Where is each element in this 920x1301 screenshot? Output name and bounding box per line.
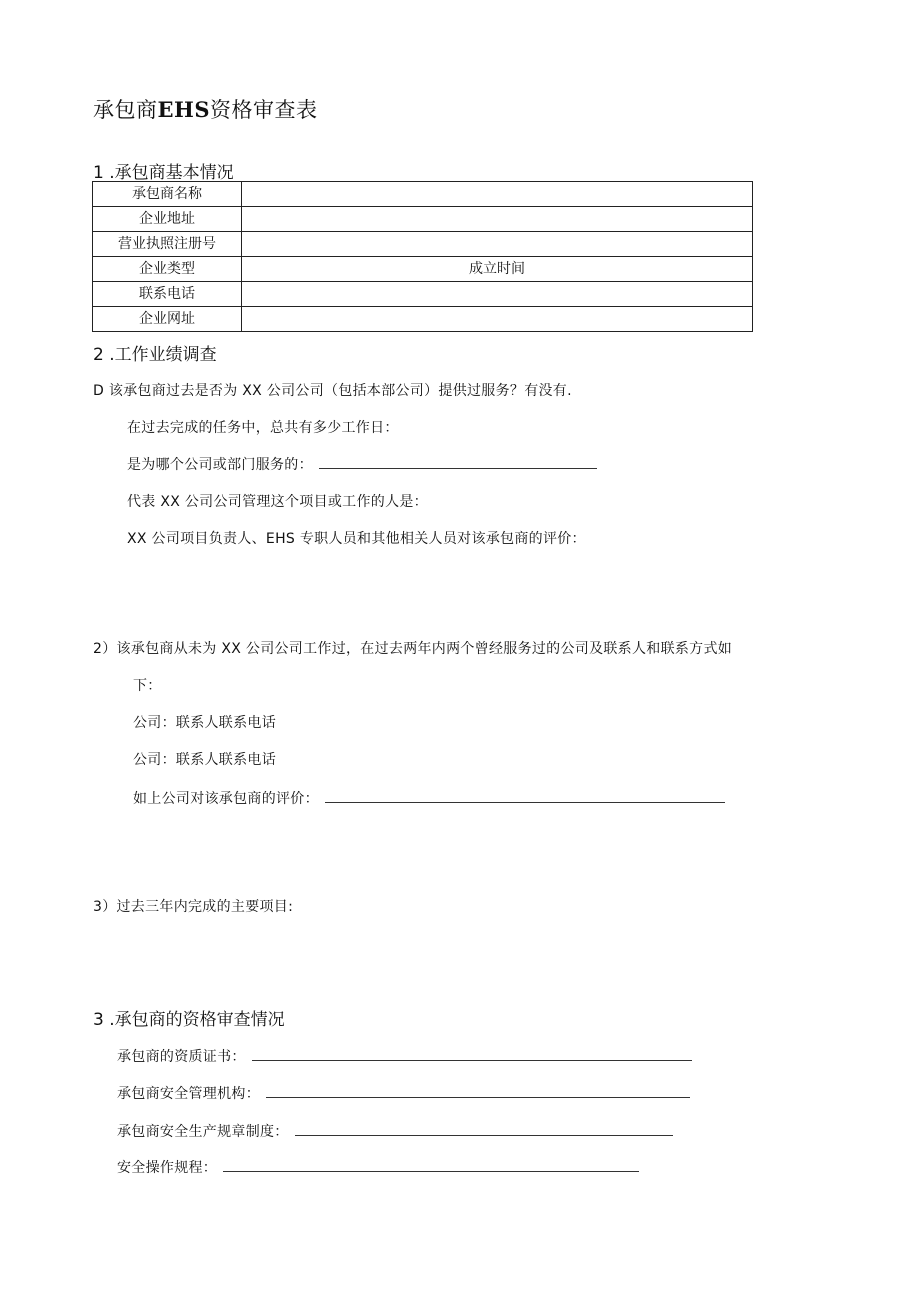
fill-line[interactable] bbox=[223, 1170, 639, 1172]
q1-manager: 代表 XX 公司公司管理这个项目或工作的人是： bbox=[127, 494, 428, 510]
title-prefix: 承包商 bbox=[93, 98, 158, 122]
operating-procedures bbox=[117, 1157, 639, 1177]
question-3: 3）过去三年内完成的主要项目: bbox=[93, 899, 294, 915]
row-label: 营业执照注册号 bbox=[93, 232, 242, 257]
fill-line[interactable] bbox=[319, 467, 597, 469]
q2-evaluation bbox=[133, 788, 725, 808]
operating-procedures-label: 安全操作规程： bbox=[117, 1160, 218, 1176]
q2-company-1: 公司：联系人联系电话 bbox=[133, 715, 276, 731]
row-label: 企业地址 bbox=[93, 207, 242, 232]
title-suffix: 资格审查表 bbox=[210, 98, 318, 122]
question-2-cont: 下： bbox=[133, 678, 162, 694]
table-row bbox=[93, 207, 753, 232]
row-value[interactable] bbox=[242, 282, 753, 307]
safety-rules-label: 承包商安全生产规章制度： bbox=[117, 1124, 289, 1140]
safety-org-label: 承包商安全管理机构： bbox=[117, 1086, 260, 1102]
q2-company-2: 公司：联系人联系电话 bbox=[133, 752, 276, 768]
section1-heading: 1 .承包商基本情况 bbox=[93, 163, 234, 183]
row-value[interactable] bbox=[242, 182, 753, 207]
qualification-cert bbox=[117, 1046, 692, 1066]
q1-served-company bbox=[127, 454, 597, 474]
section2-heading: 2 .工作业绩调查 bbox=[93, 345, 217, 365]
qualification-cert-label: 承包商的资质证书： bbox=[117, 1049, 246, 1065]
fill-line[interactable] bbox=[325, 801, 725, 803]
table-row bbox=[93, 282, 753, 307]
row-label: 企业网址 bbox=[93, 307, 242, 332]
fill-line[interactable] bbox=[295, 1134, 673, 1136]
safety-org bbox=[117, 1083, 690, 1103]
row-value[interactable] bbox=[242, 232, 753, 257]
row-label: 承包商名称 bbox=[93, 182, 242, 207]
title-ehs: EHS bbox=[157, 97, 211, 122]
row-label: 企业类型 bbox=[93, 257, 242, 282]
question-1: D 该承包商过去是否为 XX 公司公司（包括本部公司）提供过服务？有没有. bbox=[93, 383, 572, 399]
table-row bbox=[93, 257, 753, 282]
fill-line[interactable] bbox=[252, 1059, 692, 1061]
table-row bbox=[93, 307, 753, 332]
row-value[interactable] bbox=[242, 307, 753, 332]
question-2: 2）该承包商从未为 XX 公司公司工作过，在过去两年内两个曾经服务过的公司及联系人和联系方式如 bbox=[93, 641, 733, 657]
q1-served-company-label: 是为哪个公司或部门服务的： bbox=[127, 457, 313, 473]
row-label: 联系电话 bbox=[93, 282, 242, 307]
q2-evaluation-label: 如上公司对该承包商的评价： bbox=[133, 791, 319, 807]
contractor-info-table bbox=[92, 181, 753, 332]
document-title bbox=[93, 94, 318, 124]
fill-line[interactable] bbox=[266, 1096, 690, 1098]
table-row bbox=[93, 182, 753, 207]
safety-rules bbox=[117, 1121, 673, 1141]
table-row bbox=[93, 232, 753, 257]
q1-workdays: 在过去完成的任务中，总共有多少工作日： bbox=[127, 420, 399, 436]
row-value[interactable]: 成立时间 bbox=[242, 257, 753, 282]
row-value[interactable] bbox=[242, 207, 753, 232]
q1-evaluation: XX 公司项目负责人、EHS 专职人员和其他相关人员对该承包商的评价： bbox=[127, 531, 586, 547]
section3-heading: 3 .承包商的资格审查情况 bbox=[93, 1010, 285, 1030]
